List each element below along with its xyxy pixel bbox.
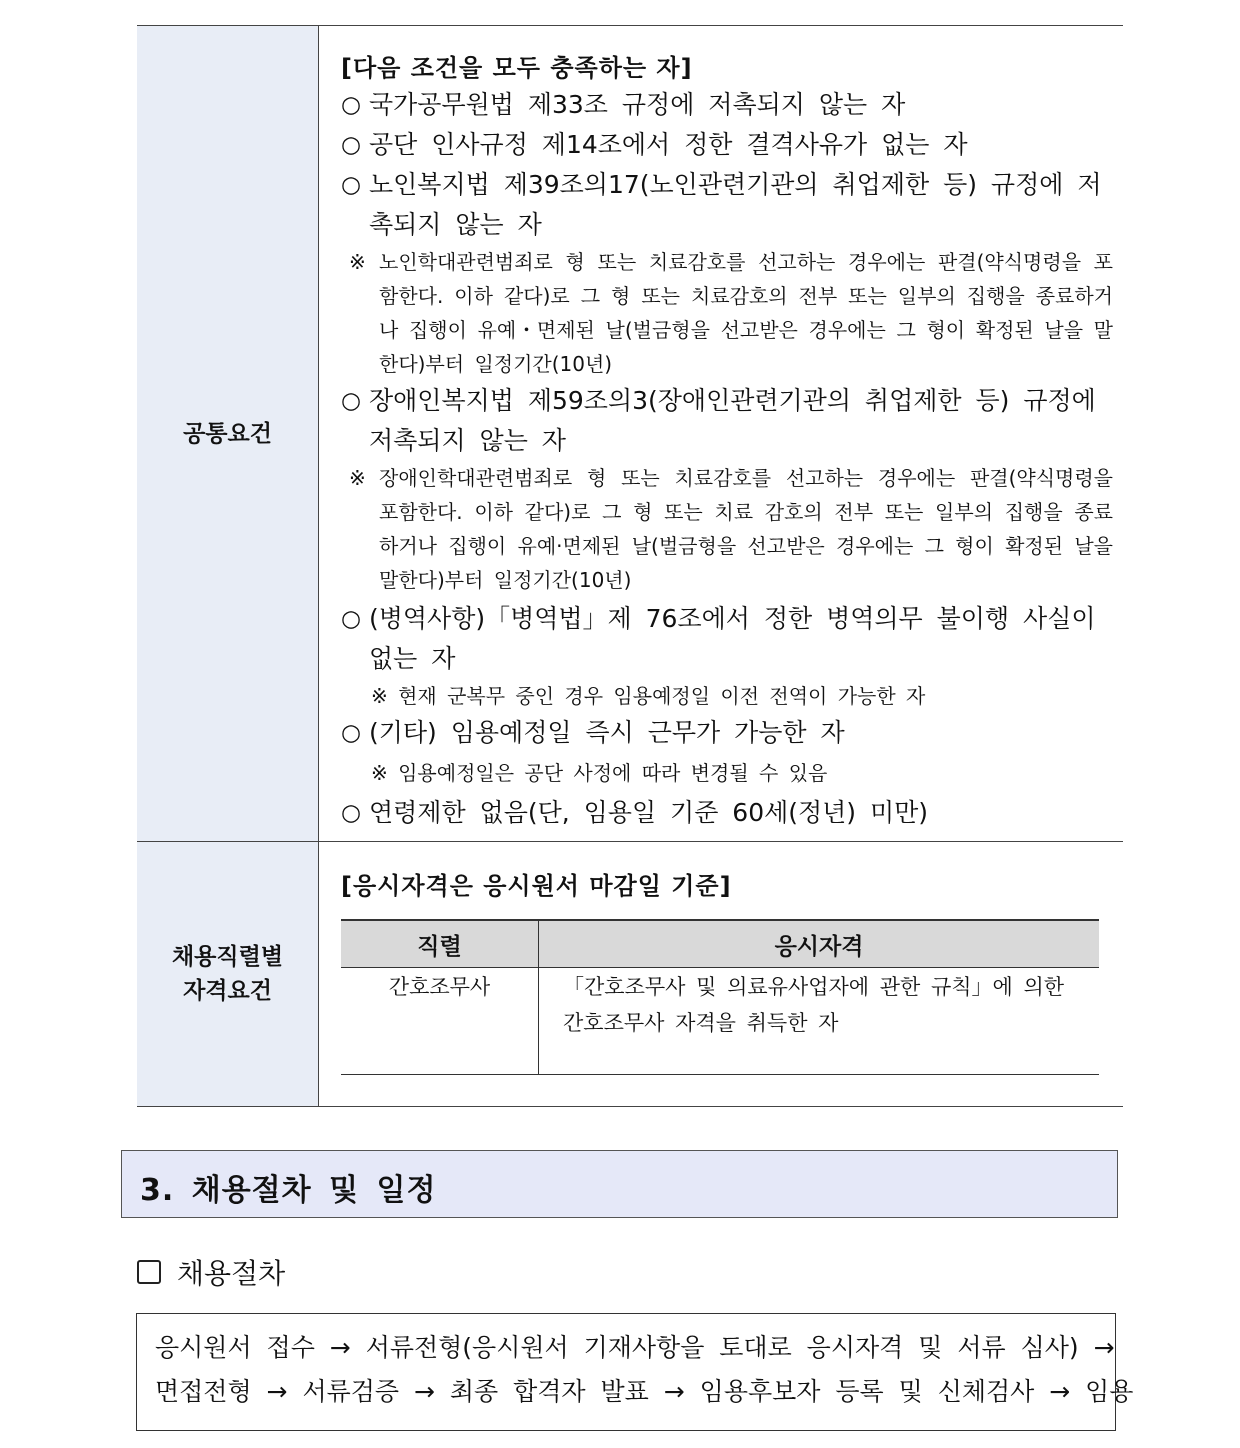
job-label-line1: 채용직렬별 [171,944,284,970]
list-item [341,85,1113,125]
job-requirements-label [137,842,319,1107]
note [349,461,1113,597]
common-heading: [다음 조건을 모두 충족하는 자] [341,54,693,82]
common-requirements-label [137,26,319,842]
item-text: (기타) 임용예정일 즉시 근무가 가능한 자 [369,718,845,747]
circle-bullet-icon: ○ [341,388,362,414]
list-item [341,125,1113,165]
requirements-table [137,25,1123,1107]
sub-note: ※ 현재 군복무 중인 경우 임용예정일 이전 전역이 가능한 자 [371,684,926,708]
common-label-text: 공통요건 [183,420,272,447]
item-text: 연령제한 없음(단, 임용일 기준 60세(정년) 미만) [369,798,929,827]
qualification-line: 간호조무사 자격을 취득한 자 [563,1011,839,1035]
column-header-qualification: 응시자격 [539,920,1100,968]
job-heading: [응시자격은 응시원서 마감일 기준] [341,872,732,900]
checkbox-square-icon [137,1260,161,1284]
circle-bullet-icon: ○ [341,172,362,198]
item-text: (병역사항)「병역법」제 76조에서 정한 병역의무 불이행 사실이 없는 자 [369,604,1096,673]
note [349,245,1113,381]
list-item [341,165,1113,245]
column-header-position: 직렬 [341,920,539,968]
common-requirements-content [319,26,1124,842]
reference-mark-icon: ※ [349,466,366,490]
item-text: 장애인복지법 제59조의3(장애인관련기관의 취업제한 등) 규정에 저촉되지 않는 자 [369,386,1096,455]
item-text: 국가공무원법 제33조 규정에 저촉되지 않는 자 [369,90,906,119]
qualification-cell [539,968,1100,1075]
job-label-line2: 자격요건 [183,978,272,1004]
qualification-line: 「간호조무사 및 의료유사업자에 관한 규칙」에 의한 [563,975,1065,999]
process-line: 면접전형 → 서류검증 → 최종 합격자 발표 → 임용후보자 등록 및 신체검사 → 임용 [155,1377,1134,1406]
item-text: 노인복지법 제39조의17(노인관련기관의 취업제한 등) 규정에 저촉되지 않는 자 [369,170,1102,239]
job-requirements-content [319,842,1124,1107]
circle-bullet-icon: ○ [341,720,362,746]
item-text: 공단 인사규정 제14조에서 정한 결격사유가 없는 자 [369,130,968,159]
reference-mark-icon: ※ [349,250,366,274]
process-line: 응시원서 접수 → 서류전형(응시원서 기재사항을 토대로 응시자격 및 서류 심사) → [155,1333,1115,1362]
table-row [341,968,1099,1075]
note-text: 노인학대관련범죄로 형 또는 치료감호를 선고하는 경우에는 판결(약식명령을 포함한다. 이하 같다)로 그 형 또는 치료감호의 전부 또는 일부의 집행을 종료하거나 집행이 유예・면제된 날(벌금형을 선고받은 경우에는 그 형이 확정된 날을 말한다)부터 일정기간(10년) [379,250,1113,376]
section-title-bar [121,1150,1118,1218]
circle-bullet-icon: ○ [341,800,362,826]
process-box [136,1313,1134,1431]
section-title: 3. 채용절차 및 일정 [140,1173,437,1208]
list-item [341,599,1113,679]
note-text: 장애인학대관련범죄로 형 또는 치료감호를 선고하는 경우에는 판결(약식명령을 포함한다. 이하 같다)로 그 형 또는 치료 감호의 전부 또는 일부의 집행을 종료하거나 집행이 유예·면제된 날(벌금형을 선고받은 경우에는 그 형이 확정된 날을 말한다)부터 일정기간(10년) [379,466,1113,592]
list-item [341,713,1113,753]
subsection-title-text: 채용절차 [177,1257,286,1290]
qualification-table [341,919,1099,1075]
position-cell: 간호조무사 [341,968,539,1075]
circle-bullet-icon: ○ [341,92,362,118]
list-item [341,793,1113,833]
list-item [341,381,1113,461]
sub-note: ※ 임용예정일은 공단 사정에 따라 변경될 수 있음 [371,761,828,785]
circle-bullet-icon: ○ [341,606,362,632]
subsection-title [137,1252,285,1292]
circle-bullet-icon: ○ [341,132,362,158]
